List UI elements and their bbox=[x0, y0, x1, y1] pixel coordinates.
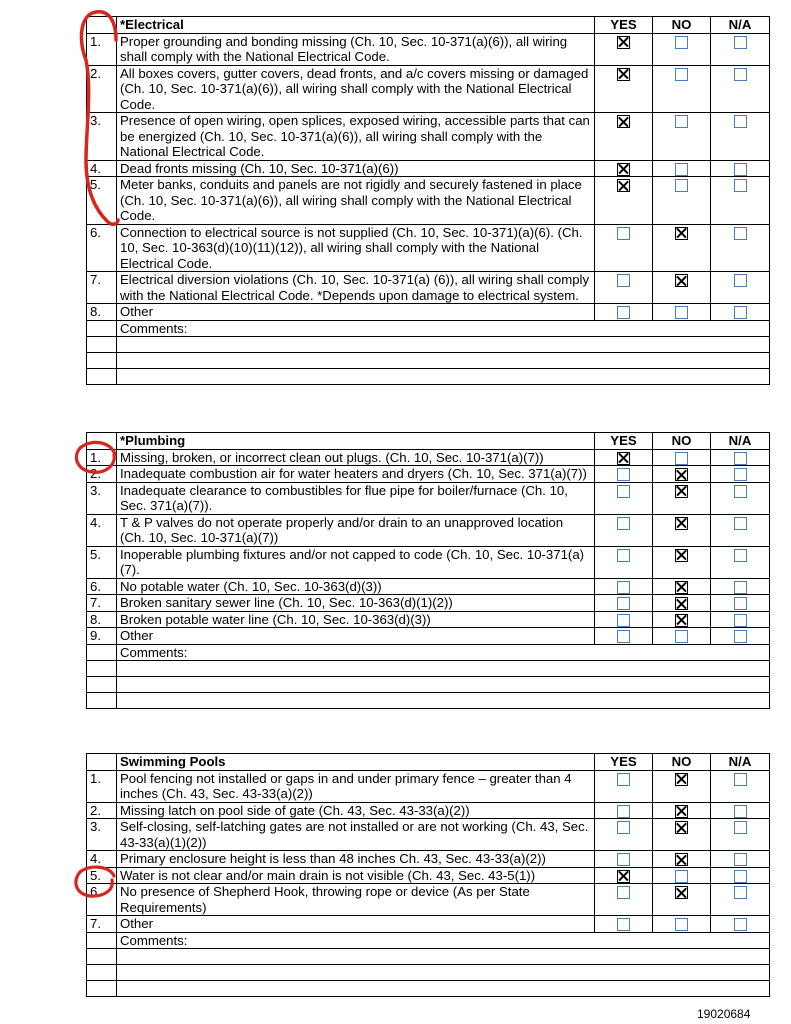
item-number: 3. bbox=[87, 482, 117, 514]
comments-row bbox=[87, 932, 770, 949]
checkbox-na[interactable] bbox=[734, 36, 747, 49]
table-row bbox=[87, 546, 770, 578]
cell-yes bbox=[595, 611, 653, 628]
cell-no bbox=[653, 272, 711, 304]
checkbox-na[interactable] bbox=[734, 630, 747, 643]
checkbox-na[interactable] bbox=[734, 853, 747, 866]
checkbox-no[interactable] bbox=[675, 773, 688, 786]
table-row bbox=[87, 819, 770, 851]
checkbox-no[interactable] bbox=[675, 306, 688, 319]
cell-yes bbox=[595, 851, 653, 868]
checkbox-no[interactable] bbox=[675, 886, 688, 899]
comments-line[interactable] bbox=[87, 693, 770, 709]
cell-yes bbox=[595, 546, 653, 578]
checkbox-na[interactable] bbox=[734, 68, 747, 81]
item-number: 6. bbox=[87, 224, 117, 272]
cell-na bbox=[711, 916, 770, 933]
section-title: *Electrical bbox=[117, 17, 595, 34]
item-text: Inoperable plumbing fixtures and/or not capped to code (Ch. 10, Sec. 10-371(a)(7). bbox=[117, 546, 595, 578]
section-table-2 bbox=[86, 753, 770, 997]
cell-na bbox=[711, 595, 770, 612]
item-number: 5. bbox=[87, 546, 117, 578]
checkbox-no[interactable] bbox=[675, 630, 688, 643]
cell-na bbox=[711, 304, 770, 321]
cell-yes bbox=[595, 160, 653, 177]
checkbox-na[interactable] bbox=[734, 549, 747, 562]
item-number: 1. bbox=[87, 449, 117, 466]
item-text: Other bbox=[117, 916, 595, 933]
checkbox-yes[interactable] bbox=[617, 581, 630, 594]
table-row bbox=[87, 884, 770, 916]
item-number: 7. bbox=[87, 916, 117, 933]
checkbox-yes[interactable] bbox=[617, 630, 630, 643]
checkbox-no[interactable] bbox=[675, 597, 688, 610]
col-yes: YES bbox=[595, 754, 653, 771]
checkbox-na[interactable] bbox=[734, 614, 747, 627]
item-text: Dead fronts missing (Ch. 10, Sec. 10-371(a)(6)) bbox=[117, 160, 595, 177]
cell-na bbox=[711, 272, 770, 304]
checkbox-na[interactable] bbox=[734, 227, 747, 240]
checkbox-yes[interactable] bbox=[617, 468, 630, 481]
item-number: 5. bbox=[87, 867, 117, 884]
cell-yes bbox=[595, 482, 653, 514]
cell-no bbox=[653, 770, 711, 802]
checkbox-no[interactable] bbox=[675, 163, 688, 176]
table-row bbox=[87, 514, 770, 546]
item-number: 2. bbox=[87, 65, 117, 113]
checkbox-na[interactable] bbox=[734, 468, 747, 481]
cell-no bbox=[653, 851, 711, 868]
cell-yes bbox=[595, 224, 653, 272]
cell-no bbox=[653, 514, 711, 546]
cell-na bbox=[711, 867, 770, 884]
table-row bbox=[87, 851, 770, 868]
cell-yes bbox=[595, 177, 653, 225]
checkbox-no[interactable] bbox=[675, 274, 688, 287]
comments-line[interactable] bbox=[87, 965, 770, 981]
cell-na bbox=[711, 482, 770, 514]
item-text: Primary enclosure height is less than 48 inches Ch. 43, Sec. 43-33(a)(2)) bbox=[117, 851, 595, 868]
table-row bbox=[87, 611, 770, 628]
checkbox-yes[interactable] bbox=[617, 549, 630, 562]
cell-no bbox=[653, 611, 711, 628]
cell-no bbox=[653, 224, 711, 272]
checkbox-no[interactable] bbox=[675, 517, 688, 530]
cell-yes bbox=[595, 65, 653, 113]
cell-no bbox=[653, 113, 711, 161]
item-text: No presence of Shepherd Hook, throwing rope or device (As per State Requirements) bbox=[117, 884, 595, 916]
table-row bbox=[87, 33, 770, 65]
item-number: 4. bbox=[87, 851, 117, 868]
checkbox-yes[interactable] bbox=[617, 115, 630, 128]
checkbox-no[interactable] bbox=[675, 614, 688, 627]
checkbox-na[interactable] bbox=[734, 773, 747, 786]
cell-yes bbox=[595, 514, 653, 546]
checkbox-yes[interactable] bbox=[617, 805, 630, 818]
cell-no bbox=[653, 802, 711, 819]
item-number: 1. bbox=[87, 33, 117, 65]
item-text: Water is not clear and/or main drain is not visible (Ch. 43, Sec. 43-5(1)) bbox=[117, 867, 595, 884]
cell-no bbox=[653, 819, 711, 851]
item-text: Connection to electrical source is not supplied (Ch. 10, Sec. 10-371)(a)(6). (Ch. 10, Sec. 10-363(d)(10)(11)(12)), all wiring shall comply with the National Electrical Code. bbox=[117, 224, 595, 272]
table-row bbox=[87, 160, 770, 177]
checkbox-no[interactable] bbox=[675, 821, 688, 834]
col-no: NO bbox=[653, 17, 711, 34]
checkbox-na[interactable] bbox=[734, 597, 747, 610]
table-row bbox=[87, 867, 770, 884]
checkbox-no[interactable] bbox=[675, 549, 688, 562]
item-number: 7. bbox=[87, 595, 117, 612]
cell-yes bbox=[595, 770, 653, 802]
item-text: Other bbox=[117, 628, 595, 645]
cell-yes bbox=[595, 867, 653, 884]
item-number: 7. bbox=[87, 272, 117, 304]
checkbox-na[interactable] bbox=[734, 485, 747, 498]
checkbox-no[interactable] bbox=[675, 115, 688, 128]
cell-yes bbox=[595, 595, 653, 612]
table-row bbox=[87, 466, 770, 483]
checkbox-na[interactable] bbox=[734, 918, 747, 931]
checkbox-no[interactable] bbox=[675, 918, 688, 931]
checkbox-yes[interactable] bbox=[617, 36, 630, 49]
comments-line[interactable] bbox=[87, 949, 770, 965]
cell-no bbox=[653, 867, 711, 884]
item-text: Self-closing, self-latching gates are not installed or are not working (Ch. 43, Sec. 43-33(a)(1)(2)) bbox=[117, 819, 595, 851]
col-no: NO bbox=[653, 754, 711, 771]
item-text: Broken sanitary sewer line (Ch. 10, Sec. 10-363(d)(1)(2)) bbox=[117, 595, 595, 612]
cell-yes bbox=[595, 449, 653, 466]
cell-na bbox=[711, 449, 770, 466]
item-number: 5. bbox=[87, 177, 117, 225]
cell-yes bbox=[595, 33, 653, 65]
item-text: Other bbox=[117, 304, 595, 321]
comments-line[interactable] bbox=[87, 337, 770, 353]
item-text: Missing, broken, or incorrect clean out plugs. (Ch. 10, Sec. 10-371(a)(7)) bbox=[117, 449, 595, 466]
cell-yes bbox=[595, 884, 653, 916]
table-row bbox=[87, 449, 770, 466]
col-yes: YES bbox=[595, 433, 653, 450]
comments-label: Comments: bbox=[117, 644, 770, 661]
cell-yes bbox=[595, 113, 653, 161]
item-number: 6. bbox=[87, 884, 117, 916]
checkbox-na[interactable] bbox=[734, 163, 747, 176]
checkbox-yes[interactable] bbox=[617, 853, 630, 866]
cell-no bbox=[653, 578, 711, 595]
item-number: 1. bbox=[87, 770, 117, 802]
checkbox-no[interactable] bbox=[675, 36, 688, 49]
checkbox-na[interactable] bbox=[734, 581, 747, 594]
checkbox-yes[interactable] bbox=[617, 614, 630, 627]
checkbox-yes[interactable] bbox=[617, 452, 630, 465]
checkbox-yes[interactable] bbox=[617, 918, 630, 931]
checkbox-yes[interactable] bbox=[617, 773, 630, 786]
checkbox-yes[interactable] bbox=[617, 68, 630, 81]
document-id: 19020684 bbox=[697, 1007, 751, 1021]
cell-na bbox=[711, 466, 770, 483]
comments-label: Comments: bbox=[117, 932, 770, 949]
cell-na bbox=[711, 884, 770, 916]
comments-line[interactable] bbox=[87, 677, 770, 693]
checkbox-yes[interactable] bbox=[617, 274, 630, 287]
checkbox-yes[interactable] bbox=[617, 597, 630, 610]
item-text: Pool fencing not installed or gaps in and under primary fence – greater than 4 inches (Ch. 43, Sec. 43-33(a)(2)) bbox=[117, 770, 595, 802]
cell-no bbox=[653, 916, 711, 933]
checkbox-no[interactable] bbox=[675, 179, 688, 192]
comments-line[interactable] bbox=[87, 353, 770, 369]
cell-na bbox=[711, 851, 770, 868]
item-text: Proper grounding and bonding missing (Ch. 10, Sec. 10-371(a)(6)), all wiring shall comply with the National Electrical Code. bbox=[117, 33, 595, 65]
item-number: 2. bbox=[87, 802, 117, 819]
col-na: N/A bbox=[711, 433, 770, 450]
cell-yes bbox=[595, 628, 653, 645]
table-row bbox=[87, 916, 770, 933]
checkbox-na[interactable] bbox=[734, 870, 747, 883]
section-header bbox=[87, 17, 770, 34]
checkbox-yes[interactable] bbox=[617, 227, 630, 240]
item-number: 4. bbox=[87, 514, 117, 546]
item-text: Meter banks, conduits and panels are not rigidly and securely fastened in place (Ch. 10, Sec. 10-371(a)(6)), all wiring shall comply with the National Electrical Code. bbox=[117, 177, 595, 225]
item-text: Inadequate combustion air for water heaters and dryers (Ch. 10, Sec. 371(a)(7)) bbox=[117, 466, 595, 483]
item-number: 3. bbox=[87, 113, 117, 161]
cell-yes bbox=[595, 819, 653, 851]
cell-no bbox=[653, 546, 711, 578]
checkbox-yes[interactable] bbox=[617, 870, 630, 883]
checkbox-yes[interactable] bbox=[617, 179, 630, 192]
cell-yes bbox=[595, 304, 653, 321]
table-row bbox=[87, 628, 770, 645]
table-row bbox=[87, 770, 770, 802]
section-header bbox=[87, 754, 770, 771]
comments-label: Comments: bbox=[117, 320, 770, 337]
cell-na bbox=[711, 802, 770, 819]
section-title: *Plumbing bbox=[117, 433, 595, 450]
cell-na bbox=[711, 578, 770, 595]
cell-na bbox=[711, 224, 770, 272]
checkbox-na[interactable] bbox=[734, 274, 747, 287]
item-number: 4. bbox=[87, 160, 117, 177]
cell-na bbox=[711, 611, 770, 628]
checkbox-no[interactable] bbox=[675, 805, 688, 818]
cell-na bbox=[711, 33, 770, 65]
cell-na bbox=[711, 819, 770, 851]
item-text: Electrical diversion violations (Ch. 10, Sec. 10-371(a) (6)), all wiring shall comply with the National Electrical Code. *Depends upon damage to electrical system. bbox=[117, 272, 595, 304]
cell-yes bbox=[595, 272, 653, 304]
cell-no bbox=[653, 884, 711, 916]
col-no: NO bbox=[653, 433, 711, 450]
table-row bbox=[87, 304, 770, 321]
checkbox-no[interactable] bbox=[675, 870, 688, 883]
item-number: 8. bbox=[87, 611, 117, 628]
cell-yes bbox=[595, 802, 653, 819]
cell-no bbox=[653, 628, 711, 645]
section-table-0 bbox=[86, 16, 770, 385]
cell-na bbox=[711, 113, 770, 161]
cell-no bbox=[653, 466, 711, 483]
cell-no bbox=[653, 449, 711, 466]
table-row bbox=[87, 272, 770, 304]
cell-yes bbox=[595, 916, 653, 933]
checkbox-na[interactable] bbox=[734, 821, 747, 834]
cell-na bbox=[711, 628, 770, 645]
header-num bbox=[87, 17, 117, 34]
checkbox-na[interactable] bbox=[734, 452, 747, 465]
item-number: 3. bbox=[87, 819, 117, 851]
cell-no bbox=[653, 595, 711, 612]
comments-line[interactable] bbox=[87, 981, 770, 997]
comments-row bbox=[87, 644, 770, 661]
cell-na bbox=[711, 160, 770, 177]
header-num bbox=[87, 433, 117, 450]
checkbox-no[interactable] bbox=[675, 68, 688, 81]
cell-na bbox=[711, 177, 770, 225]
cell-na bbox=[711, 770, 770, 802]
section-title: Swimming Pools bbox=[117, 754, 595, 771]
checkbox-no[interactable] bbox=[675, 853, 688, 866]
checkbox-yes[interactable] bbox=[617, 886, 630, 899]
item-text: Presence of open wiring, open splices, exposed wiring, accessible parts that can be energized (Ch. 10, Sec. 10-371(a)(6)), all wiring shall comply with the National Electrical Code. bbox=[117, 113, 595, 161]
item-text: No potable water (Ch. 10, Sec. 10-363(d)(3)) bbox=[117, 578, 595, 595]
comments-line[interactable] bbox=[87, 661, 770, 677]
comments-line[interactable] bbox=[87, 369, 770, 385]
cell-na bbox=[711, 514, 770, 546]
col-na: N/A bbox=[711, 754, 770, 771]
cell-no bbox=[653, 304, 711, 321]
checkbox-no[interactable] bbox=[675, 452, 688, 465]
checkbox-no[interactable] bbox=[675, 468, 688, 481]
table-row bbox=[87, 65, 770, 113]
checkbox-na[interactable] bbox=[734, 805, 747, 818]
checkbox-yes[interactable] bbox=[617, 517, 630, 530]
checkbox-no[interactable] bbox=[675, 227, 688, 240]
table-row bbox=[87, 595, 770, 612]
cell-yes bbox=[595, 578, 653, 595]
item-number: 6. bbox=[87, 578, 117, 595]
checkbox-yes[interactable] bbox=[617, 485, 630, 498]
table-row bbox=[87, 482, 770, 514]
item-number: 8. bbox=[87, 304, 117, 321]
cell-no bbox=[653, 65, 711, 113]
checkbox-yes[interactable] bbox=[617, 821, 630, 834]
col-na: N/A bbox=[711, 17, 770, 34]
checkbox-na[interactable] bbox=[734, 306, 747, 319]
table-row bbox=[87, 224, 770, 272]
item-text: Inadequate clearance to combustibles for flue pipe for boiler/furnace (Ch. 10, Sec. 371(a)(7)). bbox=[117, 482, 595, 514]
checkbox-na[interactable] bbox=[734, 179, 747, 192]
item-number: 2. bbox=[87, 466, 117, 483]
comments-row bbox=[87, 320, 770, 337]
checkbox-no[interactable] bbox=[675, 581, 688, 594]
table-row bbox=[87, 113, 770, 161]
section-header bbox=[87, 433, 770, 450]
checkbox-na[interactable] bbox=[734, 115, 747, 128]
header-num bbox=[87, 754, 117, 771]
table-row bbox=[87, 177, 770, 225]
cell-na bbox=[711, 65, 770, 113]
cell-na bbox=[711, 546, 770, 578]
col-yes: YES bbox=[595, 17, 653, 34]
item-text: T & P valves do not operate properly and/or drain to an unapproved location (Ch. 10, Sec. 10-371(a)(7)) bbox=[117, 514, 595, 546]
table-row bbox=[87, 802, 770, 819]
checkbox-na[interactable] bbox=[734, 886, 747, 899]
item-text: Broken potable water line (Ch. 10, Sec. 10-363(d)(3)) bbox=[117, 611, 595, 628]
section-table-1 bbox=[86, 432, 770, 709]
cell-no bbox=[653, 160, 711, 177]
item-text: Missing latch on pool side of gate (Ch. 43, Sec. 43-33(a)(2)) bbox=[117, 802, 595, 819]
checkbox-no[interactable] bbox=[675, 485, 688, 498]
item-number: 9. bbox=[87, 628, 117, 645]
checkbox-yes[interactable] bbox=[617, 163, 630, 176]
checkbox-yes[interactable] bbox=[617, 306, 630, 319]
cell-yes bbox=[595, 466, 653, 483]
table-row bbox=[87, 578, 770, 595]
cell-no bbox=[653, 177, 711, 225]
item-text: All boxes covers, gutter covers, dead fronts, and a/c covers missing or damaged (Ch. 10, Sec. 10-371(a)(6)), all wiring shall comply with the National Electrical Code. bbox=[117, 65, 595, 113]
cell-no bbox=[653, 33, 711, 65]
cell-no bbox=[653, 482, 711, 514]
checkbox-na[interactable] bbox=[734, 517, 747, 530]
